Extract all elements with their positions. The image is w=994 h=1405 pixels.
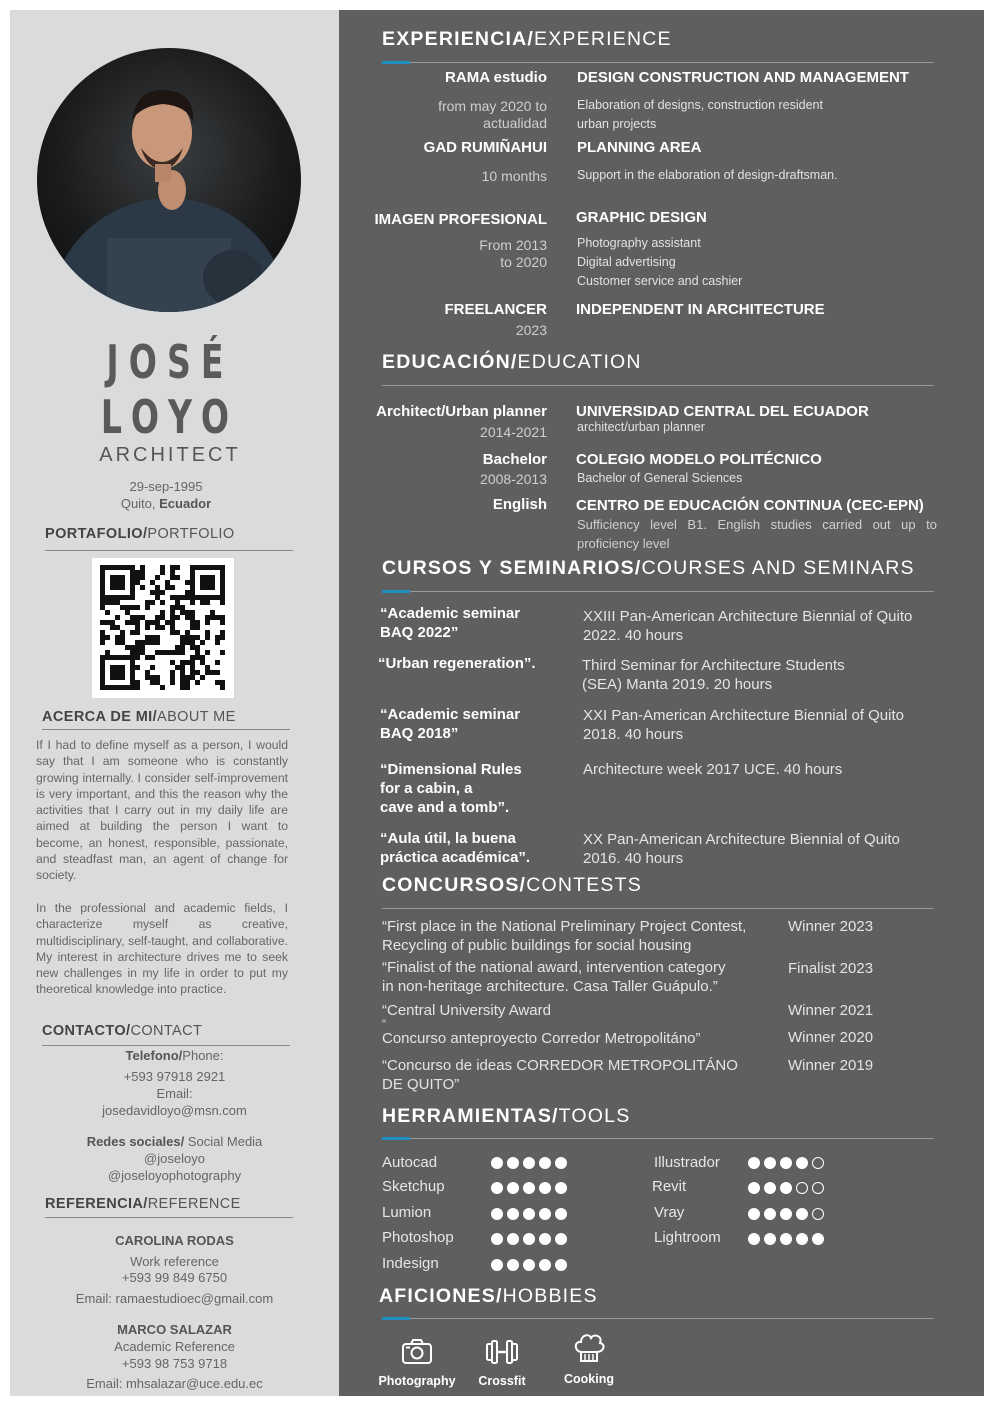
rating-dot-filled: [507, 1182, 519, 1194]
tool-rating: [748, 1157, 824, 1169]
education-period: 2014-2021: [480, 424, 547, 440]
education-heading: EDUCACIÓN/EDUCATION: [382, 351, 642, 373]
rating-dot-filled: [523, 1182, 535, 1194]
course-title: “Academic seminar BAQ 2018”: [380, 706, 521, 742]
rating-dot-filled: [491, 1182, 503, 1194]
education-rule: [382, 385, 934, 386]
contests-rule: [382, 908, 934, 909]
experience-desc: Support in the elaboration of design-draftsman.: [577, 168, 838, 182]
rating-dot-filled: [539, 1157, 551, 1169]
reference-phone[interactable]: +593 98 753 9718: [121, 1356, 228, 1371]
rating-dot-filled: [555, 1182, 567, 1194]
reference-phone[interactable]: +593 99 849 6750: [121, 1270, 228, 1285]
tool-rating: [748, 1208, 824, 1220]
education-school: UNIVERSIDAD CENTRAL DEL ECUADOR: [576, 403, 869, 420]
phone-value[interactable]: +593 97918 2921: [123, 1069, 226, 1084]
experience-role: DESIGN CONSTRUCTION AND MANAGEMENT: [577, 69, 909, 86]
portfolio-rule: [45, 550, 293, 551]
rating-dot-filled: [523, 1259, 535, 1271]
rating-dot-filled: [764, 1182, 776, 1194]
experience-desc: Elaboration of designs, construction resident urban projects: [577, 98, 823, 131]
hobbies-accent: [382, 1317, 410, 1320]
right-column: [339, 10, 984, 1396]
rating-dot-filled: [539, 1259, 551, 1271]
social-handle-2[interactable]: @joseloyophotography: [107, 1168, 242, 1183]
contest-text: “First place in the National Preliminary Project Contest, Recycling of public buildings for social housing: [382, 918, 747, 954]
about-heading: ACERCA DE MI/ABOUT ME: [42, 709, 236, 725]
tools-accent: [382, 1137, 410, 1140]
rating-dot-filled: [507, 1233, 519, 1245]
experience-role: INDEPENDENT IN ARCHITECTURE: [576, 301, 825, 318]
education-desc: architect/urban planner: [577, 420, 705, 434]
contest-result: Winner 2020: [788, 1029, 874, 1046]
city: Quito,: [120, 496, 156, 511]
tool-rating: [748, 1233, 824, 1245]
qr-code-graphic: [92, 558, 234, 698]
experience-period: From 2013 to 2020: [479, 237, 547, 270]
contest-text: Concurso anteproyecto Corredor Metropolitáno”: [382, 1030, 701, 1047]
rating-dot-filled: [491, 1157, 503, 1169]
courses-accent: [382, 590, 410, 593]
contest-text: “Finalist of the national award, intervention category in non-heritage architecture. Casa Taller Guápulo.”: [382, 959, 726, 995]
profile-photo: [37, 48, 301, 312]
rating-dot-filled: [796, 1157, 808, 1169]
reference-heading: REFERENCIA/REFERENCE: [45, 1196, 241, 1212]
job-title: ARCHITECT: [99, 444, 241, 466]
education-school: COLEGIO MODELO POLITÉCNICO: [576, 451, 822, 468]
rating-dot-filled: [748, 1233, 760, 1245]
phone-label: Telefono/Phone:: [125, 1048, 224, 1063]
rating-dot-filled: [523, 1233, 535, 1245]
rating-dot-filled: [507, 1208, 519, 1220]
hobby-label: Cooking: [564, 1372, 614, 1386]
experience-heading: EXPERIENCIA/EXPERIENCE: [382, 28, 672, 50]
rating-dot-filled: [523, 1208, 535, 1220]
contest-text: “Central University Award: [382, 1002, 551, 1019]
left-column: [10, 10, 339, 1396]
about-paragraph-2: In the professional and academic fields, I characterize myself as creative, multidisciplinary, self-taught, and collaborative. My interest in architecture drives me to seek new challenges in my life in order to put my theoretical knowledge into practice.: [36, 901, 288, 997]
rating-dot-empty: [796, 1182, 808, 1194]
education-degree: Bachelor: [482, 451, 547, 468]
reference-name: MARCO SALAZAR: [117, 1322, 232, 1337]
rating-dot-filled: [748, 1157, 760, 1169]
rating-dot-filled: [555, 1208, 567, 1220]
rating-dot-filled: [539, 1182, 551, 1194]
contest-quote-mark: “: [382, 1017, 386, 1031]
hobbies-rule: [382, 1318, 934, 1319]
about-rule: [42, 729, 290, 730]
experience-rule: [382, 62, 934, 63]
tool-name: Revit: [652, 1178, 687, 1195]
reference-name: CAROLINA RODAS: [115, 1233, 234, 1248]
rating-dot-filled: [555, 1233, 567, 1245]
tool-rating: [491, 1182, 567, 1194]
contact-heading: CONTACTO/CONTACT: [42, 1023, 203, 1039]
reference-rule: [45, 1217, 293, 1218]
education-degree: English: [492, 496, 547, 513]
hobby-cooking: [544, 1328, 634, 1386]
experience-org: FREELANCER: [444, 301, 547, 318]
course-title: “Academic seminar BAQ 2022”: [380, 605, 521, 641]
tool-rating: [748, 1182, 824, 1194]
tool-name: Indesign: [382, 1255, 439, 1272]
hobby-crossfit: [457, 1334, 547, 1388]
rating-dot-filled: [555, 1259, 567, 1271]
experience-role: GRAPHIC DESIGN: [576, 209, 707, 226]
course-desc: XXIII Pan-American Architecture Biennial of Quito 2022. 40 hours: [583, 608, 913, 644]
course-title: “Aula útil, la buena práctica académica”.: [380, 830, 531, 866]
experience-period: 10 months: [481, 168, 547, 184]
reference-email[interactable]: Email: ramaestudioec@gmail.com: [75, 1291, 274, 1306]
contest-result: Winner 2023: [788, 918, 874, 935]
camera-icon: [399, 1334, 435, 1370]
contest-text: “Concurso de ideas CORREDOR METROPOLITÁNO DE QUITO”: [382, 1057, 738, 1093]
rating-dot-filled: [507, 1259, 519, 1271]
rating-dot-empty: [812, 1208, 824, 1220]
rating-dot-filled: [491, 1233, 503, 1245]
experience-desc: Photography assistant Digital advertising Customer service and cashier: [577, 236, 743, 288]
rating-dot-filled: [764, 1233, 776, 1245]
reference-email[interactable]: Email: mhsalazar@uce.edu.ec: [86, 1376, 263, 1391]
tool-name: Vray: [654, 1204, 685, 1221]
rating-dot-filled: [555, 1157, 567, 1169]
contact-rule: [42, 1045, 290, 1046]
birth-date: 29-sep-1995: [129, 479, 203, 494]
reference-role: Academic Reference: [114, 1339, 235, 1354]
course-desc: XX Pan-American Architecture Biennial of Quito 2016. 40 hours: [583, 831, 900, 867]
experience-period: from may 2020 to actualidad: [438, 98, 547, 131]
hobby-label: Crossfit: [478, 1374, 526, 1388]
tool-name: Photoshop: [382, 1229, 454, 1246]
experience-accent: [382, 61, 410, 64]
contest-result: Winner 2019: [788, 1057, 874, 1074]
rating-dot-filled: [523, 1157, 535, 1169]
course-title: “Dimensional Rules for a cabin, a cave and a tomb”.: [380, 761, 522, 816]
education-degree: Architect/Urban planner: [376, 403, 547, 420]
experience-period: 2023: [515, 322, 547, 338]
location: [6, 496, 326, 511]
rating-dot-empty: [812, 1157, 824, 1169]
rating-dot-filled: [796, 1233, 808, 1245]
contests-heading: CONCURSOS/CONTESTS: [382, 874, 642, 896]
first-name: JOSÉ: [106, 335, 234, 389]
country: Ecuador: [159, 496, 212, 511]
resume-page: [10, 10, 984, 1396]
rating-dot-filled: [491, 1259, 503, 1271]
education-period: 2008-2013: [480, 471, 547, 487]
education-desc: Sufficiency level B1. English studies carried out up to proficiency level: [577, 517, 937, 551]
rating-dot-filled: [780, 1157, 792, 1169]
education-desc: Bachelor of General Sciences: [577, 471, 743, 485]
experience-org: RAMA estudio: [445, 69, 547, 86]
rating-dot-filled: [780, 1208, 792, 1220]
rating-dot-filled: [796, 1208, 808, 1220]
rating-dot-filled: [507, 1157, 519, 1169]
experience-org: IMAGEN PROFESIONAL: [374, 211, 547, 228]
tool-name: Sketchup: [382, 1178, 445, 1195]
portfolio-qr-code[interactable]: [92, 558, 234, 698]
rating-dot-filled: [764, 1157, 776, 1169]
dumbbell-icon: [484, 1334, 520, 1370]
tool-rating: [491, 1208, 567, 1220]
email-link[interactable]: josedavidloyo@msn.com: [102, 1103, 247, 1118]
rating-dot-filled: [812, 1233, 824, 1245]
social-handle-1[interactable]: @joseloyo: [144, 1151, 205, 1166]
portfolio-heading: PORTAFOLIO/PORTFOLIO: [45, 526, 235, 542]
rating-dot-filled: [764, 1208, 776, 1220]
rating-dot-filled: [539, 1233, 551, 1245]
rating-dot-filled: [748, 1182, 760, 1194]
tool-rating: [491, 1157, 567, 1169]
email-label: Email:: [156, 1086, 193, 1101]
courses-rule: [382, 591, 934, 592]
rating-dot-filled: [780, 1233, 792, 1245]
rating-dot-filled: [780, 1182, 792, 1194]
tool-rating: [491, 1259, 567, 1271]
tools-heading: HERRAMIENTAS/TOOLS: [382, 1105, 631, 1127]
tool-name: Lightroom: [654, 1229, 721, 1246]
rating-dot-filled: [491, 1208, 503, 1220]
tool-name: Illustrador: [654, 1154, 720, 1171]
hobby-photography: [372, 1334, 462, 1388]
tools-rule: [382, 1138, 934, 1139]
experience-role: PLANNING AREA: [577, 139, 702, 156]
course-title: “Urban regeneration”.: [378, 655, 536, 672]
education-school: CENTRO DE EDUCACIÓN CONTINUA (CEC-EPN): [576, 497, 924, 514]
course-desc: XXI Pan-American Architecture Biennial of Quito 2018. 40 hours: [583, 707, 904, 743]
tool-rating: [491, 1233, 567, 1245]
rating-dot-filled: [539, 1208, 551, 1220]
hobby-label: Photography: [378, 1374, 456, 1388]
rating-dot-filled: [748, 1208, 760, 1220]
reference-role: Work reference: [130, 1254, 219, 1269]
about-paragraph-1: If I had to define myself as a person, I would say that I am someone who is constantly growing internally. I consider self-improvement is very important, and this the reason why the activities that I carry out in my daily life are aimed at building the person I want to become, an honest, responsible, passionate, and steadfast man, an agent of change for society.: [36, 738, 288, 883]
experience-org: GAD RUMIÑAHUI: [423, 139, 547, 156]
tool-name: Autocad: [382, 1154, 438, 1171]
hobbies-heading: AFICIONES/HOBBIES: [379, 1285, 598, 1307]
last-name: LOYO: [100, 390, 240, 444]
social-label: Redes sociales/ Social Media: [86, 1134, 263, 1149]
chef-hat-icon: [571, 1328, 607, 1368]
courses-heading: CURSOS Y SEMINARIOS/COURSES AND SEMINARS: [382, 557, 915, 579]
contest-result: Winner 2021: [788, 1002, 874, 1019]
tool-name: Lumion: [382, 1204, 432, 1221]
rating-dot-empty: [812, 1182, 824, 1194]
contest-result: Finalist 2023: [788, 960, 874, 977]
course-desc: Third Seminar for Architecture Students (SEA) Manta 2019. 20 hours: [582, 657, 845, 693]
course-desc: Architecture week 2017 UCE. 40 hours: [583, 761, 843, 778]
